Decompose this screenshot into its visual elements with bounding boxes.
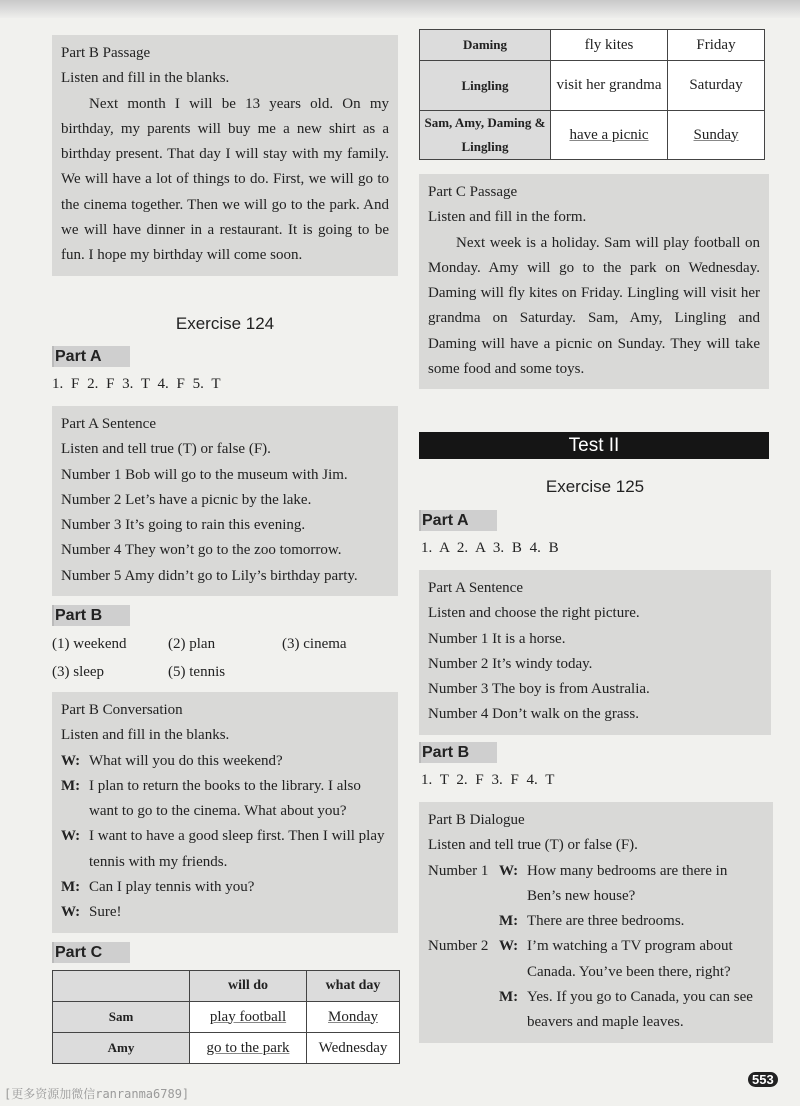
ex124-part-b-tag: Part B (52, 605, 130, 626)
ex124-part-a-instruction: Listen and tell true (T) or false (F). (61, 441, 271, 458)
dialogue-line (61, 900, 389, 925)
dialogue-line (428, 859, 764, 910)
dialogue-line (428, 985, 764, 1036)
speaker: M: (61, 777, 81, 794)
dialogue-text: Sure! (89, 904, 122, 921)
speaker: W: (61, 904, 81, 921)
speaker: W: (61, 828, 81, 845)
ex124-part-b-heading: Part B Conversation (61, 702, 183, 718)
exercise-125-title: Exercise 125 (545, 477, 645, 496)
page-top-edge (0, 0, 800, 18)
ex124-part-a-line-5: Number 5 Amy didn’t go to Lily’s birthday party. (61, 567, 358, 584)
ex124-part-a-line-2: Number 2 Let’s have a picnic by the lake. (61, 491, 312, 508)
ex124-part-a-tag-wrap (52, 346, 130, 367)
ex124-part-b-box (52, 692, 398, 933)
table-header-cell: what day (307, 971, 400, 1002)
speaker: M: (499, 913, 519, 930)
ex125-part-a-line-4: Number 4 Don’t walk on the grass. (428, 706, 639, 723)
dialogue-text: I plan to return the books to the library. I also want to go to the cinema. What about you? (89, 777, 361, 820)
part-b-passage-text: Next month I will be 13 years old. On my birthday, my parents will buy me a new shirt as a birthday present. That day I will stay with my family. We will have a lot of things to do. First, we will go to the cinema together. Then we will go to the park. And we will have dinner in a restaurant. It is going to be fun. I hope my birthday will come soon. (61, 95, 389, 264)
ex125-part-a-box (419, 570, 771, 735)
speaker: W: (499, 862, 519, 879)
number-label: Number 2 (428, 938, 489, 955)
number-label: Number 1 (428, 862, 489, 879)
ex125-part-a-heading: Part A Sentence (428, 580, 523, 596)
table-cell: visit her grandma (551, 61, 668, 111)
speaker: M: (499, 989, 519, 1006)
dialogue-text: What will you do this weekend? (89, 752, 283, 769)
table-cell: fly kites (551, 30, 668, 61)
table-header-row (53, 971, 400, 1002)
ex125-part-b-tag: Part B (419, 742, 497, 763)
ex124-b-ans-5: (5) tennis (168, 664, 226, 680)
table-cell-text: have a picnic (569, 126, 649, 143)
table-name-cell: Daming (420, 30, 551, 61)
speaker: W: (61, 752, 81, 769)
table-cell (307, 1002, 400, 1033)
ex124-b-ans-4: (3) sleep (52, 664, 105, 680)
exercise-124-title: Exercise 124 (175, 314, 275, 333)
dialogue-text: Can I play tennis with you? (89, 879, 255, 896)
table-cell-text: go to the park (206, 1039, 290, 1056)
table-cell (668, 111, 765, 160)
table-name-cell: Amy (53, 1033, 190, 1064)
dialogue-text: I want to have a good sleep first. Then I will play tennis with my friends. (89, 828, 385, 870)
ex124-part-c-tag-wrap (52, 942, 130, 963)
table-cell-text: Sunday (693, 126, 739, 143)
table-cell (190, 1002, 307, 1033)
ex124-part-b-instruction: Listen and fill in the blanks. (61, 727, 230, 744)
part-b-passage-box (52, 35, 398, 276)
ex124-part-c-table (52, 970, 400, 1064)
table-name-cell: Lingling (420, 61, 551, 111)
ex125-part-a-line-2: Number 2 It’s windy today. (428, 655, 593, 672)
table-row (420, 111, 765, 160)
ex124-part-c-tag: Part C (52, 942, 130, 963)
part-c-passage-instruction: Listen and fill in the form. (428, 209, 587, 226)
ex125-part-b-heading: Part B Dialogue (428, 812, 525, 828)
ex124-b-ans-3: (3) cinema (282, 636, 347, 652)
ex125-part-b-tag-wrap (419, 742, 497, 763)
dialogue-line (428, 909, 764, 934)
page-number (748, 1072, 778, 1087)
ex125-part-a-instruction: Listen and choose the right picture. (428, 605, 640, 622)
dialogue-line (61, 875, 389, 900)
dialogue-text: I’m watching a TV program about Canada. You’ve been there, right? (527, 938, 733, 980)
table-row (53, 1002, 400, 1033)
table-name-cell: Sam (53, 1002, 190, 1033)
table-cell-text: Wednesday (318, 1039, 388, 1056)
table-row (53, 1033, 400, 1064)
dialogue-text: There are three bedrooms. (527, 913, 685, 930)
ex124-part-b-tag-wrap (52, 605, 130, 626)
ex124-part-a-line-3: Number 3 It’s going to rain this evening. (61, 517, 306, 534)
ex125-part-b-instruction: Listen and tell true (T) or false (F). (428, 837, 638, 854)
table-header-cell (53, 971, 190, 1002)
part-c-passage-heading: Part C Passage (428, 184, 518, 200)
table-cell-text: Monday (328, 1008, 378, 1025)
table-cell (190, 1033, 307, 1064)
ex125-part-a-line-1: Number 1 It is a horse. (428, 630, 566, 647)
part-c-passage-text: Next week is a holiday. Sam will play football on Monday. Amy will go to the park on Wednesday. Daming will fly kites on Friday. Lingling will visit her grandma on Saturday. Sam, Amy, Lingling and Daming will have a picnic on Sunday. They will take some food and some toys. (428, 234, 760, 378)
table-cell-text: play football (209, 1008, 287, 1025)
dialogue-line (61, 774, 389, 825)
table-row (420, 30, 765, 61)
page-number-text: 553 (748, 1072, 778, 1087)
dialogue-line (61, 824, 389, 875)
watermark: [更多资源加微信ranranma6789] (4, 1087, 190, 1101)
part-b-passage-heading: Part B Passage (61, 45, 151, 61)
speaker: W: (499, 938, 519, 955)
ex125-part-a-line-3: Number 3 The boy is from Australia. (428, 681, 650, 698)
dialogue-text: How many bedrooms are there in Ben’s new house? (527, 862, 728, 904)
table-cell (307, 1033, 400, 1064)
dialogue-line (61, 749, 389, 774)
ex125-part-a-tag: Part A (419, 510, 497, 531)
ex124-part-c-table-continued (419, 29, 765, 160)
ex125-part-b-box (419, 802, 773, 1043)
ex124-part-a-box (52, 406, 398, 596)
ex124-part-a-answers: 1. F 2. F 3. T 4. F 5. T (52, 376, 221, 392)
table-header-cell: will do (190, 971, 307, 1002)
table-cell: Friday (668, 30, 765, 61)
ex125-part-b-answers: 1. T 2. F 3. F 4. T (421, 772, 555, 788)
table-cell (551, 111, 668, 160)
ex124-part-b-answers (52, 630, 398, 686)
table-cell: Saturday (668, 61, 765, 111)
ex124-part-a-heading: Part A Sentence (61, 416, 156, 432)
part-b-passage-instruction: Listen and fill in the blanks. (61, 70, 230, 87)
ex124-part-a-line-4: Number 4 They won’t go to the zoo tomorrow. (61, 542, 342, 559)
part-c-passage-box (419, 174, 769, 389)
ex124-part-a-tag: Part A (52, 346, 130, 367)
ex124-b-ans-1: (1) weekend (52, 636, 127, 652)
ex124-part-a-line-1: Number 1 Bob will go to the museum with Jim. (61, 466, 348, 483)
dialogue-line (428, 934, 764, 985)
test-ii-banner: Test II (419, 432, 769, 459)
speaker: M: (61, 879, 81, 896)
table-row (420, 61, 765, 111)
ex125-part-a-tag-wrap (419, 510, 497, 531)
table-name-cell: Sam, Amy, Daming & Lingling (420, 111, 551, 160)
ex124-b-ans-2: (2) plan (168, 636, 216, 652)
dialogue-text: Yes. If you go to Canada, you can see beavers and maple leaves. (527, 989, 753, 1031)
ex125-part-a-answers: 1. A 2. A 3. B 4. B (421, 540, 559, 556)
